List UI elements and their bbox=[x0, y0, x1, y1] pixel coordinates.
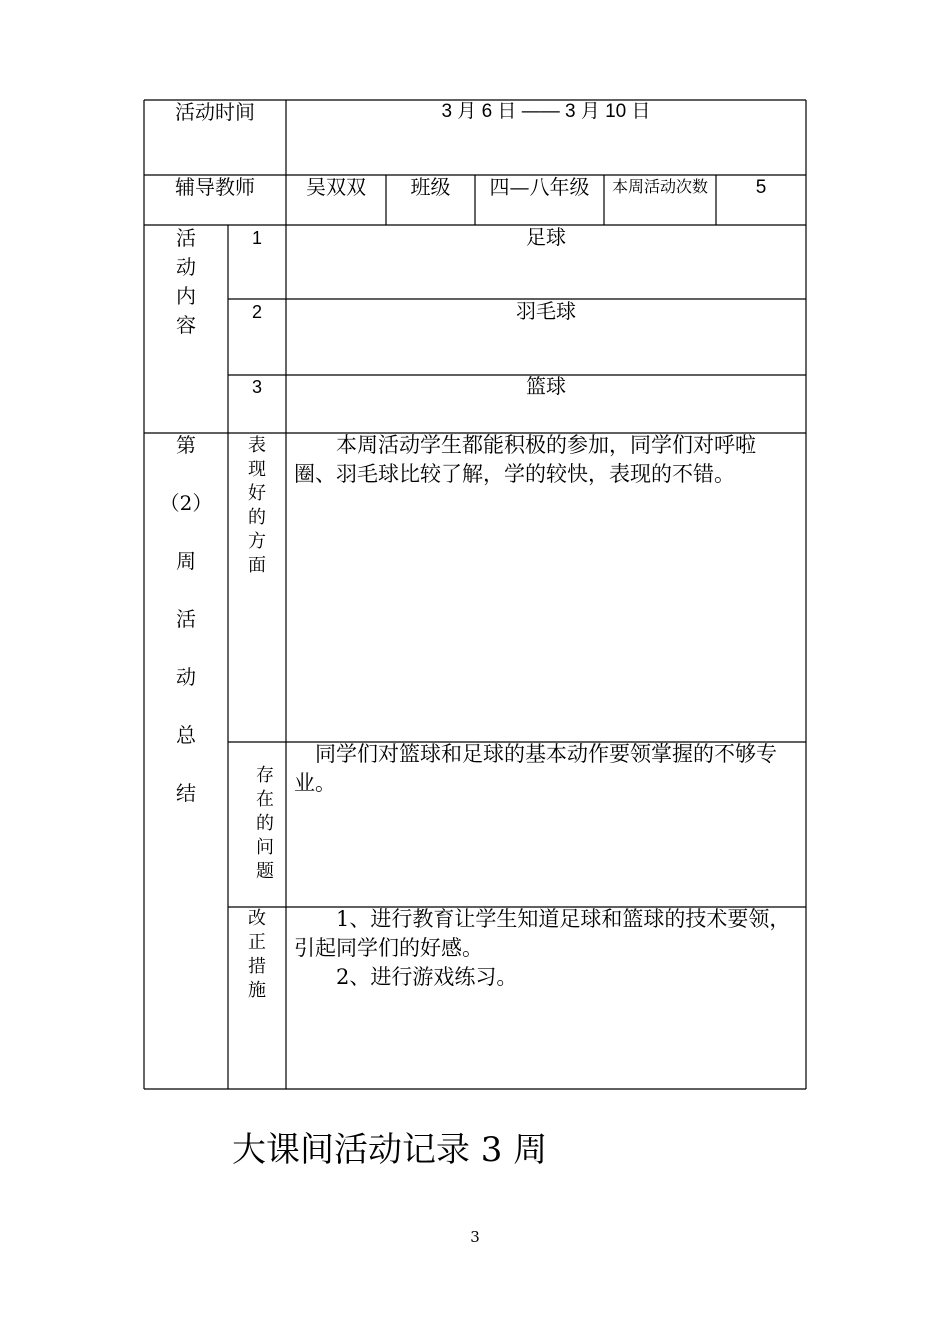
summary-label-char: （2） bbox=[159, 491, 213, 515]
problem-label-char: 问 bbox=[256, 837, 274, 858]
summary-label bbox=[144, 431, 228, 837]
fix-label bbox=[228, 907, 286, 1003]
fix-item: 2、进行游戏练习。 bbox=[336, 965, 518, 989]
class-label: 班级 bbox=[410, 175, 451, 199]
activity-name: 篮球 bbox=[526, 374, 566, 398]
problem-label bbox=[236, 764, 294, 884]
count-value: 5 bbox=[755, 177, 767, 198]
fix-label-char: 施 bbox=[248, 980, 266, 1001]
good-label-char: 好 bbox=[248, 483, 266, 504]
teacher-label: 辅导教师 bbox=[175, 175, 255, 199]
class-value: 四—八年级 bbox=[489, 175, 590, 199]
good-label-char: 方 bbox=[248, 531, 266, 552]
time-value: 3 月 6 日 —— 3 月 10 日 bbox=[441, 101, 651, 122]
good-label bbox=[228, 434, 286, 578]
good-label-char: 现 bbox=[248, 459, 266, 480]
fix-label-char: 措 bbox=[248, 956, 266, 977]
summary-label-char: 活 bbox=[176, 607, 196, 631]
content-label bbox=[144, 224, 228, 340]
activity-name: 羽毛球 bbox=[516, 299, 576, 323]
activity-num: 3 bbox=[251, 377, 262, 397]
fix-item: 1、进行教育让学生知道足球和篮球的技术要领，引起同学们的好感。 bbox=[294, 907, 791, 960]
content-label-char: 容 bbox=[176, 313, 196, 337]
content-label-char: 活 bbox=[176, 226, 196, 250]
summary-label-char: 动 bbox=[176, 665, 196, 689]
activity-num: 1 bbox=[251, 228, 262, 248]
problem-label-char: 题 bbox=[256, 861, 274, 882]
content-label-char: 动 bbox=[176, 255, 196, 279]
activity-num: 2 bbox=[251, 302, 262, 322]
fix-list bbox=[294, 905, 794, 992]
summary-label-char: 周 bbox=[176, 549, 196, 573]
time-label: 活动时间 bbox=[175, 100, 255, 124]
problem-label-char: 在 bbox=[256, 789, 274, 810]
summary-label-char: 总 bbox=[176, 723, 196, 747]
problem-label-char: 存 bbox=[256, 765, 274, 786]
summary-label-char: 结 bbox=[176, 781, 196, 805]
problem-text: 同学们对篮球和足球的基本动作要领掌握的不够专业。 bbox=[294, 742, 777, 795]
count-label: 本周活动次数 bbox=[611, 177, 708, 196]
good-label-char: 面 bbox=[248, 555, 266, 576]
good-label-char: 表 bbox=[248, 435, 266, 456]
fix-label-char: 正 bbox=[248, 932, 266, 953]
summary-label-char: 第 bbox=[176, 433, 196, 457]
page-number: 3 bbox=[470, 1228, 480, 1246]
activity-name: 足球 bbox=[526, 225, 566, 249]
good-label-char: 的 bbox=[248, 507, 266, 528]
good-text: 本周活动学生都能积极的参加，同学们对呼啦圈、羽毛球比较了解，学的较快，表现的不错。 bbox=[294, 433, 756, 486]
section-heading: 大课间活动记录 3 周 bbox=[232, 1130, 548, 1170]
teacher-value: 吴双双 bbox=[306, 175, 366, 199]
fix-label-char: 改 bbox=[248, 908, 266, 929]
problem-label-char: 的 bbox=[256, 813, 274, 834]
content-label-char: 内 bbox=[176, 284, 196, 308]
